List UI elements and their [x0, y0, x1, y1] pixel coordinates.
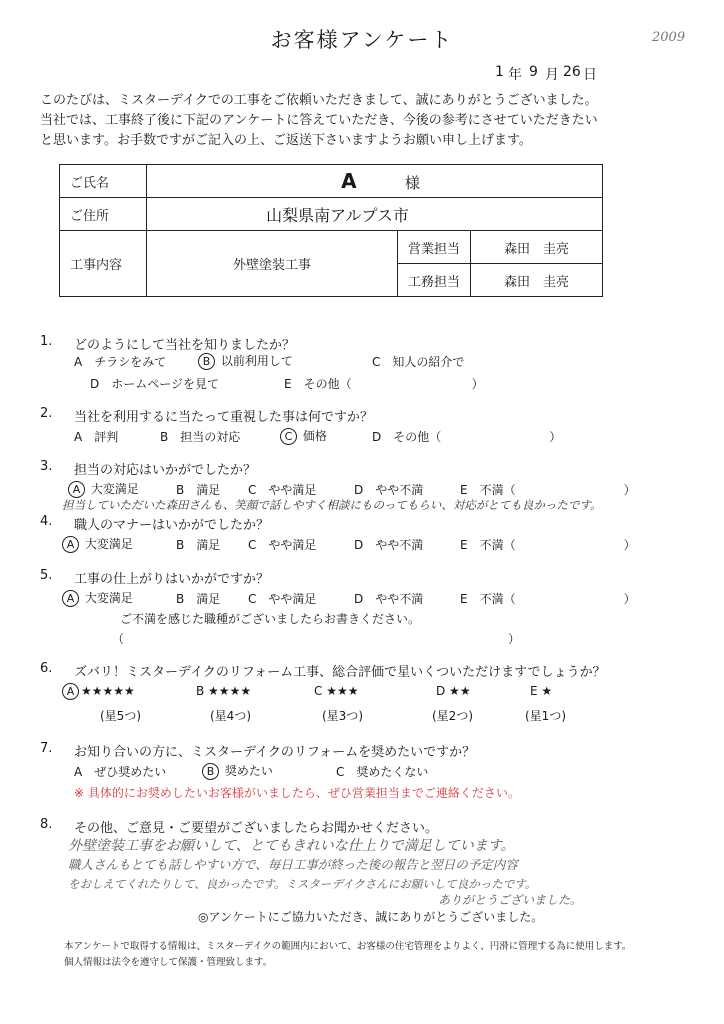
page-title: お客様アンケート — [270, 28, 454, 52]
q5-option-a-text: 大変満足 — [84, 591, 133, 605]
q5-text: 工事の仕上がりはいかがですか？ — [74, 572, 270, 587]
q3-option-a-text: 大変満足 — [90, 482, 139, 496]
construction-label: 工務担当 — [398, 264, 471, 297]
date-year-unit: 年 — [508, 67, 522, 83]
q4-option-a-text: 大変満足 — [84, 537, 133, 551]
construction-person: 森田 圭亮 — [471, 264, 603, 297]
q6-option-e[interactable]: E ★ — [530, 684, 553, 698]
footer-thanks: ◎アンケートにご協力いただき、誠にありがとうございました。 — [198, 910, 544, 924]
customer-name: A — [341, 169, 357, 193]
work-content: 外壁塗装工事 — [147, 231, 398, 297]
q8-text: その他、ご意見・ご要望がございましたらお聞かせください。 — [74, 821, 439, 836]
q4-option-e[interactable]: E 不満（ ） — [460, 538, 636, 552]
q3-option-d[interactable]: D やや不満 — [354, 483, 424, 497]
q7-note: ※ 具体的にお奨めしたいお客様がいましたら、ぜひ営業担当までご連絡ください。 — [74, 786, 520, 800]
q2-option-d[interactable]: D その他（ ） — [372, 430, 562, 444]
q2-text: 当社を利用するに当たって重視した事は何ですか？ — [74, 410, 374, 425]
q4-option-b[interactable]: B 満足 — [176, 538, 221, 552]
q3-option-e[interactable]: E 不満（ ） — [460, 483, 636, 497]
customer-address: 山梨県南アルプス市 — [266, 205, 409, 225]
q2-option-a[interactable]: A 評判 — [74, 430, 119, 444]
q6-label-a: (星5つ) — [100, 709, 141, 723]
q5-number: 5. — [40, 568, 53, 583]
sales-label: 営業担当 — [398, 231, 471, 264]
q5-option-d[interactable]: D やや不満 — [354, 592, 424, 606]
q7-number: 7. — [40, 741, 53, 756]
q1-option-b-selected[interactable] — [198, 352, 293, 370]
q5-option-e[interactable]: E 不満（ ） — [460, 592, 636, 606]
q3-option-a-selected[interactable] — [68, 480, 139, 498]
q1-b-circle-mark: B — [198, 353, 215, 370]
intro-line-2: 当社では、工事終了後に下記のアンケートに答えていただき、今後の参考にさせていただきたい — [40, 113, 598, 128]
q6-label-d: (星2つ) — [432, 709, 473, 723]
q5-option-c[interactable]: C やや満足 — [248, 592, 317, 606]
q1-option-c[interactable]: C 知人の紹介で — [372, 355, 465, 369]
date-month-unit: 月 — [545, 67, 559, 83]
q5-paren-close: ） — [508, 632, 521, 646]
q6-a-circle-mark: A — [62, 683, 79, 700]
q3-handwritten-comment: 担当していただいた森田さんも、笑顔で話しやすく相談にものってもらい、対応がとても良かったです。 — [62, 498, 602, 512]
q6-label-e: (星1つ) — [525, 709, 566, 723]
q3-number: 3. — [40, 459, 53, 474]
q4-text: 職人のマナーはいかがでしたか？ — [74, 518, 270, 533]
q5-option-a-selected[interactable] — [62, 589, 133, 607]
q1-text: どのようにして当社を知りましたか？ — [74, 338, 296, 353]
q1-number: 1. — [40, 334, 53, 349]
document-number: 2009 — [652, 30, 686, 45]
q6-option-b[interactable]: B ★★★★ — [196, 684, 252, 698]
q8-comment-line-1: 外壁塗装工事をお願いして、とてもきれいな仕上りで満足しています。 — [68, 838, 515, 854]
q6-text: ズバリ！ミスターデイクのリフォーム工事、総合評価で星いくついただけますでしょうか？ — [74, 665, 606, 680]
date-month: 9 — [529, 64, 538, 80]
q2-number: 2. — [40, 406, 53, 421]
q7-b-circle-mark: B — [202, 763, 219, 780]
q5-a-circle-mark: A — [62, 590, 79, 607]
work-label: 工事内容 — [60, 231, 147, 297]
footer-privacy-note-2: 個人情報は法令を遵守して保護・管理致します。 — [64, 957, 273, 968]
q6-label-c: (星3つ) — [322, 709, 363, 723]
name-honorific: 様 — [404, 174, 420, 192]
q3-a-circle-mark: A — [68, 481, 85, 498]
q4-number: 4. — [40, 514, 53, 529]
q5-option-b[interactable]: B 満足 — [176, 592, 221, 606]
q4-option-a-selected[interactable] — [62, 535, 133, 553]
q1-option-b-text: 以前利用して — [220, 354, 293, 368]
q1-option-a[interactable]: A チラシをみて — [74, 355, 167, 369]
date-year: 1 — [495, 64, 504, 80]
q6-option-a-selected[interactable] — [62, 683, 135, 700]
q8-comment-line-2: 職人さんもとても話しやすい方で、毎日工事が終った後の報告と翌日の予定内容 — [68, 857, 518, 872]
q2-c-circle-mark: C — [280, 428, 297, 445]
q2-option-c-selected[interactable] — [280, 427, 327, 445]
intro-line-1: このたびは、ミスターデイクでの工事をご依頼いただきまして、誠にありがとうございました。 — [40, 93, 598, 108]
q7-option-b-selected[interactable] — [202, 762, 273, 780]
intro-line-3: と思います。お手数ですがご記入の上、ご返送下さいますようお願い申し上げます。 — [40, 133, 532, 148]
date-day: 26 — [563, 64, 581, 80]
q6-option-c[interactable]: C ★★★ — [314, 684, 359, 698]
customer-info-table — [59, 164, 603, 297]
intro-paragraph — [40, 91, 690, 151]
q7-option-c[interactable]: C 奨めたくない — [336, 765, 429, 779]
q6-number: 6. — [40, 661, 53, 676]
q2-option-c-text: 価格 — [302, 429, 327, 443]
q3-option-c[interactable]: C やや満足 — [248, 483, 317, 497]
q8-comment-line-4: ありがとうございました。 — [438, 893, 583, 907]
date-day-unit: 日 — [583, 67, 597, 83]
name-cell — [147, 165, 603, 198]
q3-text: 担当の対応はいかがでしたか？ — [74, 463, 257, 478]
q7-option-b-text: 奨めたい — [224, 764, 273, 778]
q6-option-d[interactable]: D ★★ — [436, 684, 471, 698]
q5-sub-prompt: ご不満を感じた職種がございましたらお書きください。 — [120, 612, 421, 626]
q6-label-b: (星4つ) — [210, 709, 251, 723]
q8-comment-line-3: をおしえてくれたりして、良かったです。ミスターデイクさんにお願いして良かったです。 — [68, 877, 537, 891]
q4-a-circle-mark: A — [62, 536, 79, 553]
q7-text: お知り合いの方に、ミスターデイクのリフォームを奨めたいですか？ — [74, 745, 476, 760]
q8-number: 8. — [40, 817, 53, 832]
q4-option-c[interactable]: C やや満足 — [248, 538, 317, 552]
q2-option-b[interactable]: B 担当の対応 — [160, 430, 241, 444]
sales-person: 森田 圭亮 — [471, 231, 603, 264]
footer-privacy-note-1: 本アンケートで取得する情報は、ミスターデイクの範囲内において、お客様の住宅管理をよりよく、円滑に管理する為に使用します。 — [64, 941, 632, 952]
address-label: ご住所 — [60, 198, 147, 231]
address-cell — [147, 198, 603, 231]
q1-option-d[interactable]: D ホームページを見て — [90, 377, 220, 391]
q4-option-d[interactable]: D やや不満 — [354, 538, 424, 552]
name-label: ご氏名 — [60, 165, 147, 198]
q5-paren-open: （ — [112, 632, 125, 646]
q1-option-e[interactable]: E その他（ ） — [284, 377, 484, 391]
q3-option-b[interactable]: B 満足 — [176, 483, 221, 497]
q7-option-a[interactable]: A ぜひ奨めたい — [74, 765, 167, 779]
q6-option-a-stars: ★★★★★ — [81, 684, 135, 698]
